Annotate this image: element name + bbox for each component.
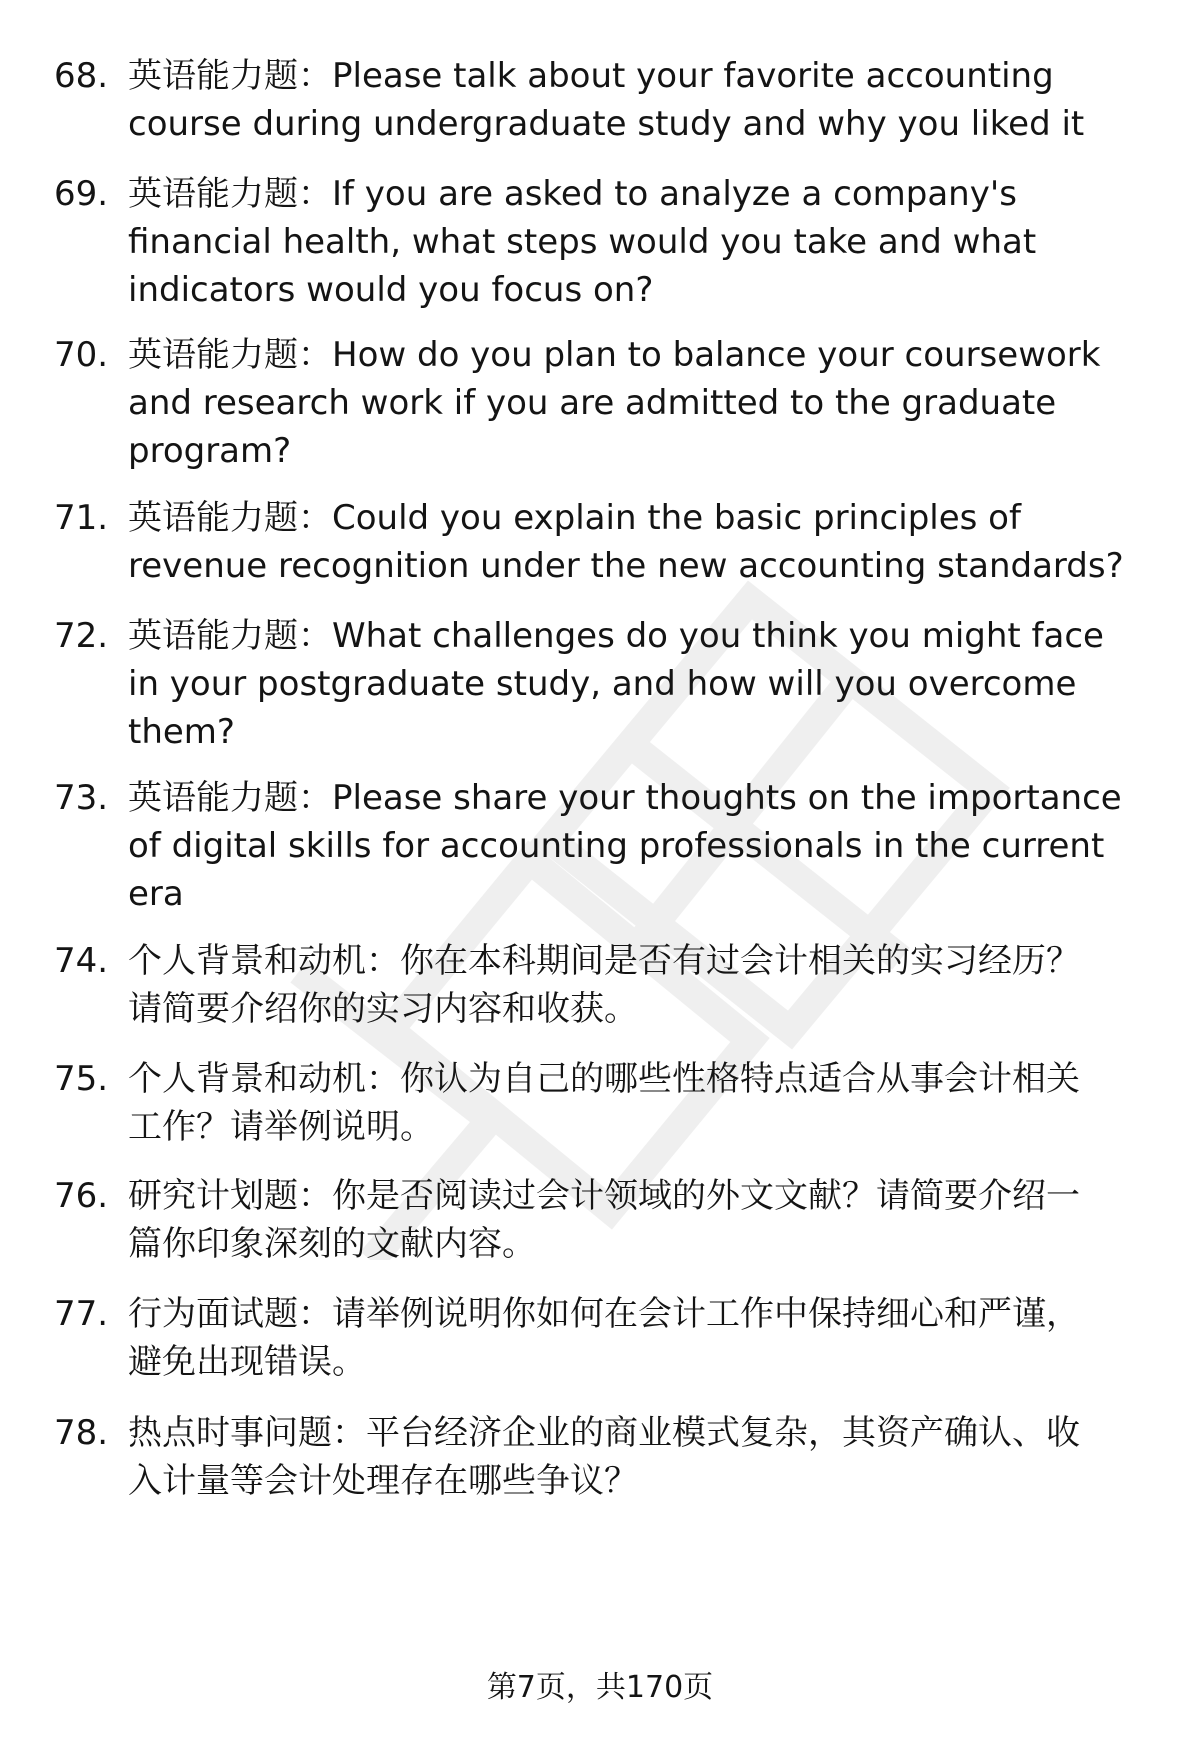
question-text [128,170,1198,314]
question-line: 个人背景和动机：你在本科期间是否有过会计相关的实习经历？ [128,941,1080,981]
question-text [128,331,1198,475]
question-number: 74. [54,941,109,981]
question-text [128,1172,1198,1268]
question-text [128,52,1198,148]
question-line: 行为面试题：请举例说明你如何在会计工作中保持细心和严谨， [128,1294,1080,1334]
question-text [128,1409,1198,1505]
question-line: 英语能力题：What challenges do you think you might face [128,616,1104,656]
question-number: 70. [54,335,109,375]
page-footer: 第7页，共170页 [486,1670,714,1705]
question-number: 78. [54,1413,109,1453]
question-text [128,612,1198,756]
question-line: 篇你印象深刻的文献内容。 [128,1224,536,1264]
question-text [128,937,1198,1033]
question-line: 英语能力题：Please talk about your favorite accounting [128,56,1054,96]
question-number: 71. [54,498,109,538]
question-line: 个人背景和动机：你认为自己的哪些性格特点适合从事会计相关 [128,1059,1080,1099]
question-number: 69. [54,174,109,214]
question-line: 工作？请举例说明。 [128,1107,434,1147]
question-line: of digital skills for accounting professionals in the current [128,826,1105,866]
question-number: 75. [54,1059,109,1099]
question-text [128,1290,1198,1386]
question-text [128,1055,1198,1151]
question-line: 请简要介绍你的实习内容和收获。 [128,989,638,1029]
question-line: 英语能力题：If you are asked to analyze a company's [128,174,1017,214]
question-line: 避免出现错误。 [128,1342,366,1382]
question-line: 研究计划题：你是否阅读过会计领域的外文文献？请简要介绍一 [128,1176,1080,1216]
question-line: era [128,874,184,914]
question-line: revenue recognition under the new accounting standards? [128,546,1124,586]
question-number: 77. [54,1294,109,1334]
question-text [128,774,1198,918]
question-number: 76. [54,1176,109,1216]
question-line: 热点时事问题：平台经济企业的商业模式复杂，其资产确认、收 [128,1413,1080,1453]
question-number: 68. [54,56,109,96]
question-line: 英语能力题：Please share your thoughts on the importance [128,778,1122,818]
question-text [128,494,1198,590]
question-line: program? [128,431,292,471]
question-line: 入计量等会计处理存在哪些争议？ [128,1461,638,1501]
question-line: financial health, what steps would you take and what [128,222,1037,262]
question-number: 73. [54,778,109,818]
question-line: and research work if you are admitted to the graduate [128,383,1057,423]
question-line: them? [128,712,235,752]
question-line: in your postgraduate study, and how will you overcome [128,664,1077,704]
question-line: 英语能力题：Could you explain the basic principles of [128,498,1021,538]
question-number: 72. [54,616,109,656]
question-line: 英语能力题：How do you plan to balance your coursework [128,335,1101,375]
question-line: course during undergraduate study and why you liked it [128,104,1085,144]
question-line: indicators would you focus on? [128,270,654,310]
